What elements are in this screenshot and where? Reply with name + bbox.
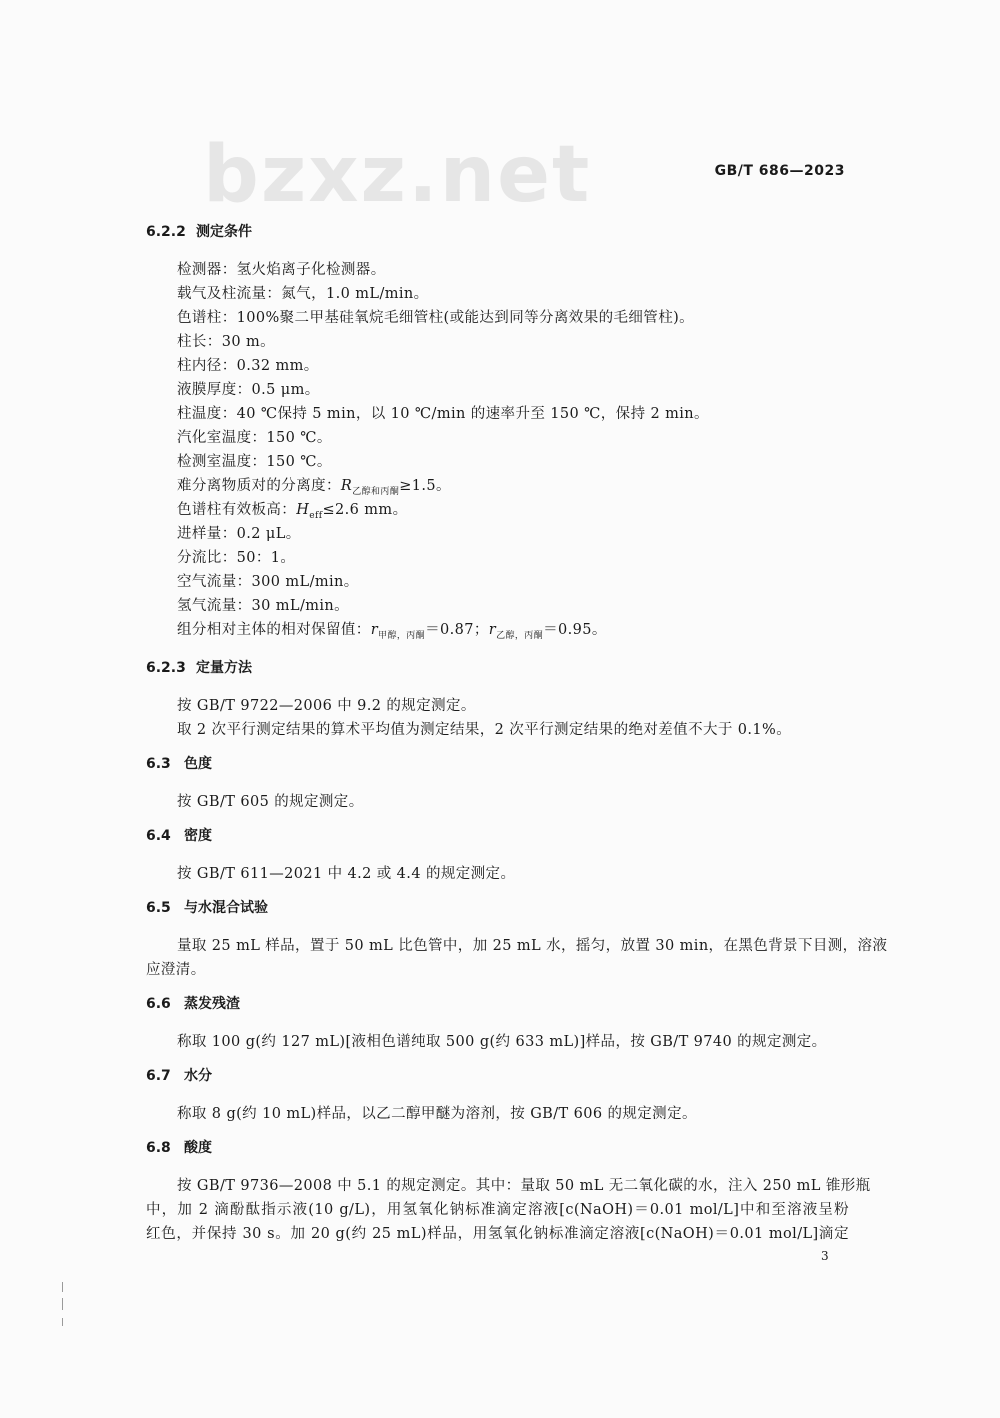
- resolution-line: 难分离物质对的分离度：$R_{乙醇和丙酮}\ge 1.5$。: [177, 478, 451, 497]
- section-number: 6.2.3: [146, 660, 186, 676]
- condition-line: 柱长：30 m。: [177, 334, 276, 350]
- section-number: 6.6: [146, 996, 171, 1012]
- section-heading-6-4: [146, 825, 212, 845]
- section-heading-6-7: [146, 1065, 212, 1085]
- section-title: 色度: [184, 756, 212, 772]
- section-number: 6.5: [146, 900, 171, 916]
- paragraph-line: 称取 8 g(约 10 mL)样品，以乙二醇甲醚为溶剂，按 GB/T 606 的规定测定。: [177, 1106, 697, 1122]
- condition-line: 汽化室温度：150 ℃。: [177, 430, 332, 446]
- condition-line: 检测器：氢火焰离子化检测器。: [177, 262, 386, 278]
- relative-retention-line: 组分相对主体的相对保留值：$r_{甲醇,丙酮}=0.87$；$r_{乙醇,丙酮}=0.95$。: [177, 622, 607, 641]
- condition-line: 色谱柱：100%聚二甲基硅氧烷毛细管柱(或能达到同等分离效果的毛细管柱)。: [177, 310, 695, 326]
- condition-line: 载气及柱流量：氮气，1.0 mL/min。: [177, 286, 429, 302]
- section-title: 蒸发残渣: [184, 996, 240, 1012]
- paragraph-line: 按 GB/T 605 的规定测定。: [177, 794, 364, 810]
- watermark: bzxz.net: [203, 130, 592, 220]
- section-title: 测定条件: [196, 224, 252, 240]
- section-number: 6.3: [146, 756, 171, 772]
- section-title: 水分: [184, 1068, 212, 1084]
- binding-mark: [62, 1298, 63, 1310]
- plate-height-line: 色谱柱有效板高：$H_{eff}\le 2.6$ mm。: [177, 502, 408, 521]
- section-number: 6.8: [146, 1140, 171, 1156]
- standard-code: GB/T 686—2023: [714, 163, 845, 179]
- section-heading-6-8: [146, 1137, 212, 1157]
- binding-mark: [62, 1282, 63, 1292]
- section-heading-6-3: [146, 753, 212, 773]
- condition-line: 空气流量：300 mL/min。: [177, 574, 359, 590]
- condition-line: 柱温度：40 ℃保持 5 min，以 10 ℃/min 的速率升至 150 ℃，保持 2 min。: [177, 406, 709, 422]
- condition-line: 进样量：0.2 μL。: [177, 526, 301, 542]
- paragraph-line: 按 GB/T 611—2021 中 4.2 或 4.4 的规定测定。: [177, 866, 516, 882]
- paragraph-line: 按 GB/T 9736—2008 中 5.1 的规定测定。其中：量取 50 mL 无二氧化碳的水，注入 250 mL 锥形瓶: [177, 1178, 871, 1194]
- paragraph-line: 按 GB/T 9722—2006 中 9.2 的规定测定。: [177, 698, 476, 714]
- paragraph-line: 取 2 次平行测定结果的算术平均值为测定结果，2 次平行测定结果的绝对差值不大于 0.1%。: [177, 722, 792, 738]
- section-number: 6.7: [146, 1068, 171, 1084]
- section-number: 6.4: [146, 828, 171, 844]
- binding-mark: [62, 1318, 63, 1326]
- paragraph-line: 应澄清。: [146, 962, 206, 978]
- paragraph-line: 红色，并保持 30 s。加 20 g(约 25 mL)样品，用氢氧化钠标准滴定溶液[c(NaOH)＝0.01 mol/L]滴定: [146, 1226, 849, 1242]
- condition-line: 检测室温度：150 ℃。: [177, 454, 332, 470]
- section-heading-6-5: [146, 897, 268, 917]
- section-heading-6-2-2: [146, 221, 252, 241]
- condition-line: 氢气流量：30 mL/min。: [177, 598, 350, 614]
- section-title: 酸度: [184, 1140, 212, 1156]
- page-number: 3: [821, 1249, 829, 1263]
- section-number: 6.2.2: [146, 224, 186, 240]
- section-heading-6-6: [146, 993, 240, 1013]
- condition-line: 柱内径：0.32 mm。: [177, 358, 319, 374]
- section-title: 与水混合试验: [184, 900, 268, 916]
- section-title: 密度: [184, 828, 212, 844]
- condition-line: 分流比：50：1。: [177, 550, 296, 566]
- section-heading-6-2-3: [146, 657, 252, 677]
- paragraph-line: 量取 25 mL 样品，置于 50 mL 比色管中，加 25 mL 水，摇匀，放置 30 min，在黑色背景下目测，溶液: [177, 938, 888, 954]
- paragraph-line: 称取 100 g(约 127 mL)[液相色谱纯取 500 g(约 633 mL)]样品，按 GB/T 9740 的规定测定。: [177, 1034, 827, 1050]
- condition-line: 液膜厚度：0.5 μm。: [177, 382, 320, 398]
- paragraph-line: 中，加 2 滴酚酞指示液(10 g/L)，用氢氧化钠标准滴定溶液[c(NaOH)＝0.01 mol/L]中和至溶液呈粉: [146, 1202, 849, 1218]
- section-title: 定量方法: [196, 660, 252, 676]
